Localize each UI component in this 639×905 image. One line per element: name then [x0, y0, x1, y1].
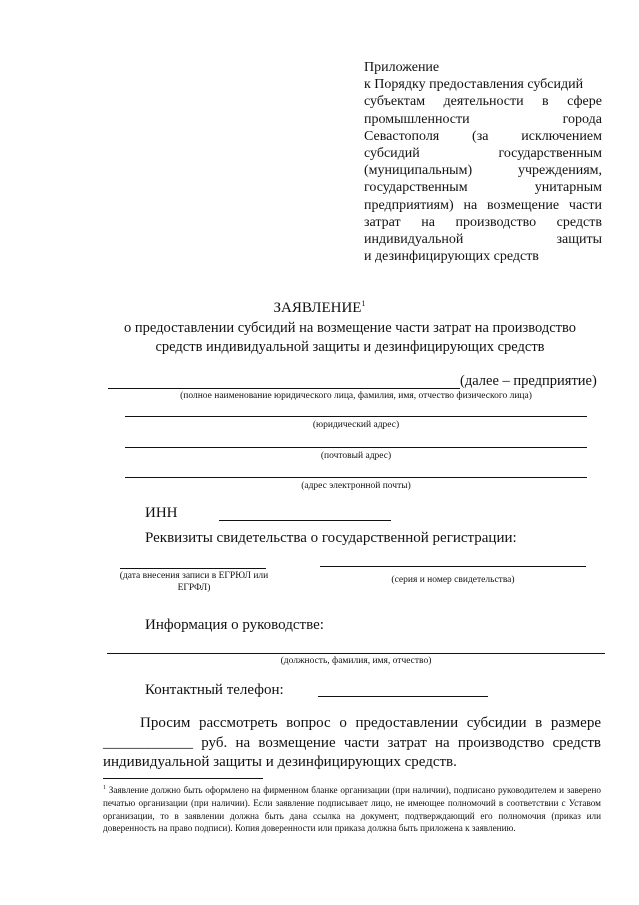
appendix-line: субсидий государственным — [364, 146, 602, 162]
footnote-text: Заявление должно быть оформлено на фирменном бланке организации (при наличии), подписано руководителем и заверено печатью организации (при наличии). Если заявление подписывает лицо, не имеющее полномочий в соответствии с Уставом организации, то в заявлении должна быть дана ссылка на документ, подтверждающий его полномочия (приказ или доверенность на право подписи). Копия доверенности или приказа должна быть приложена к заявлению. — [103, 785, 602, 834]
appendix-line: индивидуальной защиты — [364, 232, 602, 248]
footnote — [103, 782, 601, 835]
title-text: ЗАЯВЛЕНИЕ — [273, 300, 362, 316]
amount-blank[interactable]: ____________ — [103, 734, 193, 751]
request-line-text: руб. на возмещение части затрат на производство средств — [201, 734, 602, 751]
appendix-line: субъектам деятельности в сфере — [364, 94, 602, 110]
enterprise-name-line[interactable] — [108, 388, 460, 389]
enterprise-suffix: (далее – предприятие) — [460, 373, 597, 389]
title-footnote-mark: 1 — [361, 299, 366, 308]
registration-date-line[interactable] — [120, 568, 266, 569]
appendix-line: промышленности города — [364, 111, 602, 127]
request-line: Просим рассмотреть вопрос о предоставлении субсидии в размере — [140, 715, 601, 731]
appendix-line: государственным унитарным — [364, 180, 602, 196]
registration-label: Реквизиты свидетельства о государственной регистрации: — [145, 530, 517, 546]
phone-line[interactable] — [318, 696, 488, 697]
appendix-line: к Порядку предоставления субсидий — [364, 77, 584, 93]
enterprise-caption: (полное наименование юридического лица, фамилия, имя, отчество физического лица) — [180, 391, 532, 401]
legal-address-caption: (юридический адрес) — [312, 420, 400, 430]
certificate-line[interactable] — [320, 566, 586, 567]
postal-address-caption: (почтовый адрес) — [320, 451, 392, 461]
inn-line[interactable] — [219, 520, 391, 521]
appendix-line: затрат на производство средств — [364, 214, 602, 230]
appendix-line: Приложение — [364, 60, 440, 75]
registration-date-caption — [108, 570, 280, 594]
request-line — [103, 734, 601, 754]
appendix-line: Севастополя (за исключением — [364, 128, 602, 144]
head-caption: (должность, фамилия, имя, отчество) — [280, 656, 432, 666]
head-label: Информация о руководстве: — [145, 617, 324, 633]
certificate-caption: (серия и номер свидетельства) — [391, 575, 515, 585]
appendix-line: (муниципальным) учреждениям, — [364, 163, 602, 179]
appendix-block — [364, 59, 602, 265]
inn-label: ИНН — [145, 505, 178, 521]
registration-date-caption-line: (дата внесения записи в ЕГРЮЛ или — [119, 571, 269, 581]
email-line[interactable] — [125, 477, 587, 478]
subtitle-line: средств индивидуальной защиты и дезинфицирующих средств — [155, 339, 545, 355]
footnote-separator — [103, 778, 263, 779]
registration-date-caption-line: ЕГРФЛ) — [177, 583, 211, 593]
document-title — [0, 300, 639, 317]
request-line: индивидуальной защиты и дезинфицирующих средств. — [103, 754, 457, 770]
footnote-mark: 1 — [103, 785, 106, 791]
phone-label: Контактный телефон: — [145, 682, 284, 698]
head-line[interactable] — [107, 653, 605, 654]
request-paragraph — [103, 714, 601, 773]
appendix-line: и дезинфицирующих средств — [364, 249, 539, 265]
appendix-line: предприятиям) на возмещение части — [364, 197, 602, 213]
subtitle-line: о предоставлении субсидий на возмещение части затрат на производство — [123, 320, 577, 336]
legal-address-line[interactable] — [125, 416, 587, 417]
document-subtitle — [90, 319, 610, 357]
postal-address-line[interactable] — [125, 447, 587, 448]
email-caption: (адрес электронной почты) — [301, 481, 411, 491]
